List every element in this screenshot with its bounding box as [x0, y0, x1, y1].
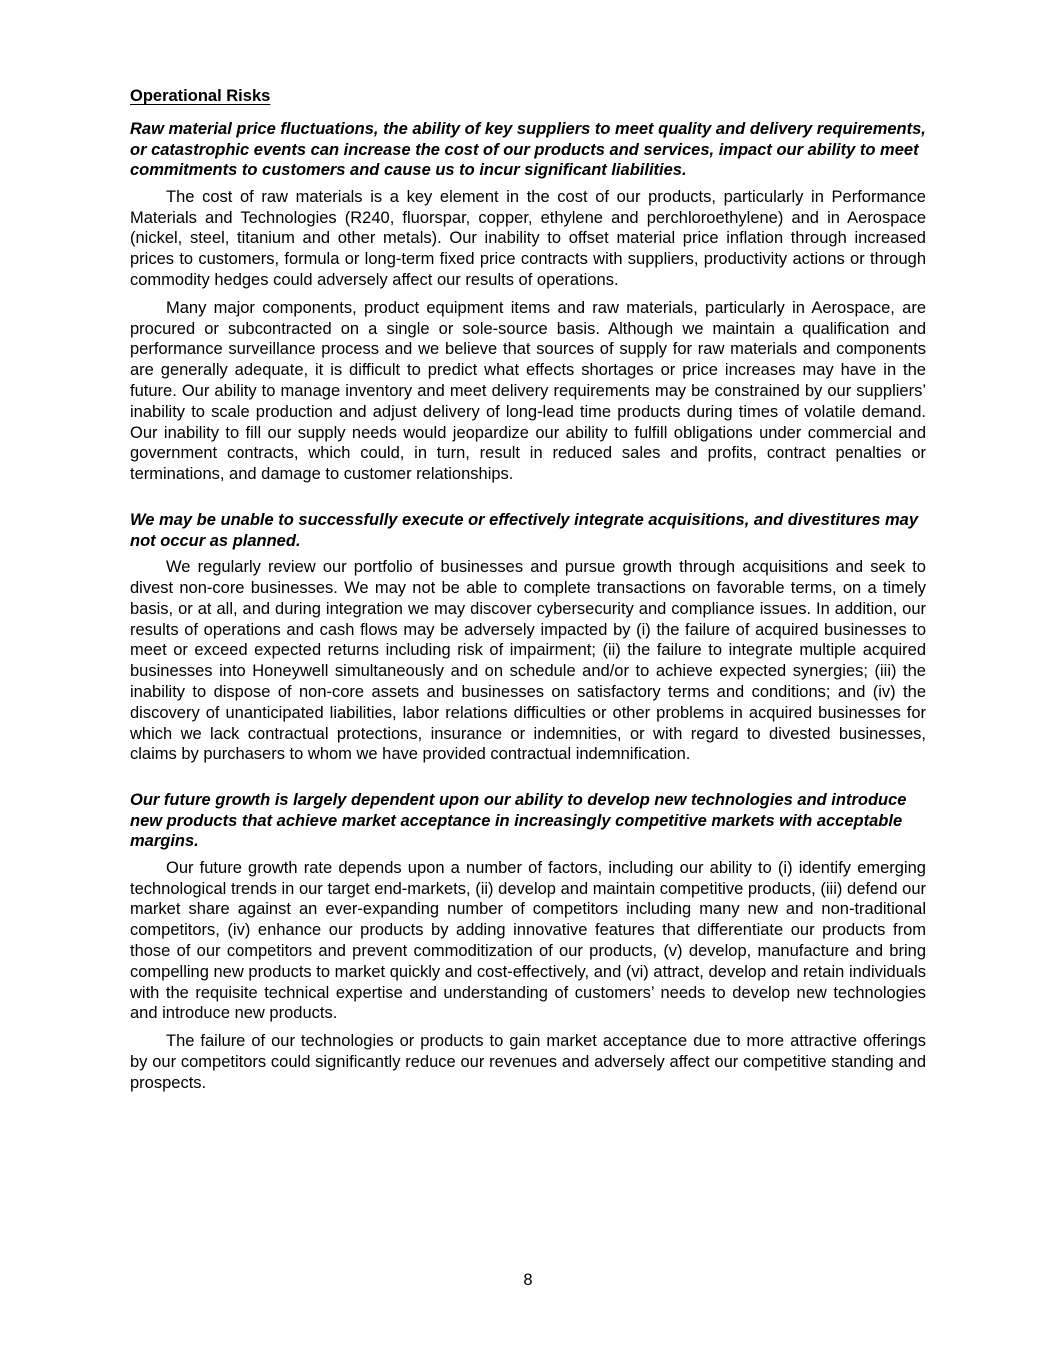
- body-paragraph: Many major components, product equipment items and raw materials, particularly in Aerospace, are procured or subcontracted on a single or sole-source basis. Although we maintain a qualification and performance surveillance process and we believe that sources of supply for raw materials and components are generally adequate, it is difficult to predict what effects shortages or price increases may have in the future. Our ability to manage inventory and meet delivery requirements may be constrained by our suppliers’ inability to scale production and adjust delivery of long-lead time products during times of volatile demand. Our inability to fill our supply needs would jeopardize our ability to fulfill obligations under commercial and government contracts, which could, in turn, result in reduced sales and profits, contract penalties or terminations, and damage to customer relationships.: [130, 298, 926, 484]
- spacer: [130, 492, 926, 510]
- risk-title: We may be unable to successfully execute or effectively integrate acquisitions, and divestitures may not occur as planned.: [130, 510, 919, 550]
- spacer: [130, 772, 926, 790]
- risk-title: Our future growth is largely dependent upon our ability to develop new technologies and introduce new products that achieve market acceptance in increasingly competitive markets with acceptable margins.: [130, 791, 907, 851]
- page-number: 8: [523, 1271, 533, 1289]
- body-paragraph: The failure of our technologies or products to gain market acceptance due to more attractive offerings by our competitors could significantly reduce our revenues and adversely affect our competitive standing and prospects.: [130, 1032, 926, 1092]
- section-heading: Operational Risks: [130, 87, 271, 105]
- risk-block-raw-materials: [130, 119, 926, 485]
- risk-block-future-growth: [130, 790, 926, 1094]
- risk-title: Raw material price fluctuations, the ability of key suppliers to meet quality and delivery requirements, or catastrophic events can increase the cost of our products and services, impact our ability to meet commitments to customers and cause us to incur significant liabilities.: [130, 120, 926, 180]
- body-paragraph: We regularly review our portfolio of businesses and pursue growth through acquisitions and seek to divest non-core businesses. We may not be able to complete transactions on favorable terms, on a timely basis, or at all, and during integration we may discover cybersecurity and compliance issues. In addition, our results of operations and cash flows may be adversely impacted by (i) the failure of acquired businesses to meet or exceed expected returns including risk of impairment; (ii) the failure to integrate multiple acquired businesses into Honeywell simultaneously and on schedule and/or to achieve expected synergies; (iii) the inability to dispose of non-core assets and businesses on satisfactory terms and conditions; and (iv) the discovery of unanticipated liabilities, labor relations difficulties or other problems in acquired businesses for which we lack contractual protections, insurance or indemnities, or with regard to divested businesses, claims by purchasers to whom we have provided contractual indemnification.: [130, 558, 926, 764]
- risk-block-acquisitions: [130, 510, 926, 765]
- body-paragraph: The cost of raw materials is a key element in the cost of our products, particularly in Performance Materials and Technologies (R240, fluorspar, copper, ethylene and perchloroethylene) and in Aerospace (nickel, steel, titanium and other metals). Our inability to offset material price inflation through increased prices to customers, formula or long-term fixed price contracts with suppliers, productivity actions or through commodity hedges could adversely affect our results of operations.: [130, 187, 926, 289]
- body-paragraph: Our future growth rate depends upon a number of factors, including our ability to (i) identify emerging technological trends in our target end-markets, (ii) develop and maintain competitive products, (iii) defend our market share against an ever-expanding number of competitors including many new and non-traditional competitors, (iv) enhance our products by adding innovative features that differentiate our products from those of our competitors and prevent commoditization of our products, (v) develop, manufacture and bring compelling new products to market quickly and cost-effectively, and (vi) attract, develop and retain individuals with the requisite technical expertise and understanding of customers’ needs to develop new technologies and introduce new products.: [130, 858, 926, 1023]
- document-page: [130, 86, 926, 1101]
